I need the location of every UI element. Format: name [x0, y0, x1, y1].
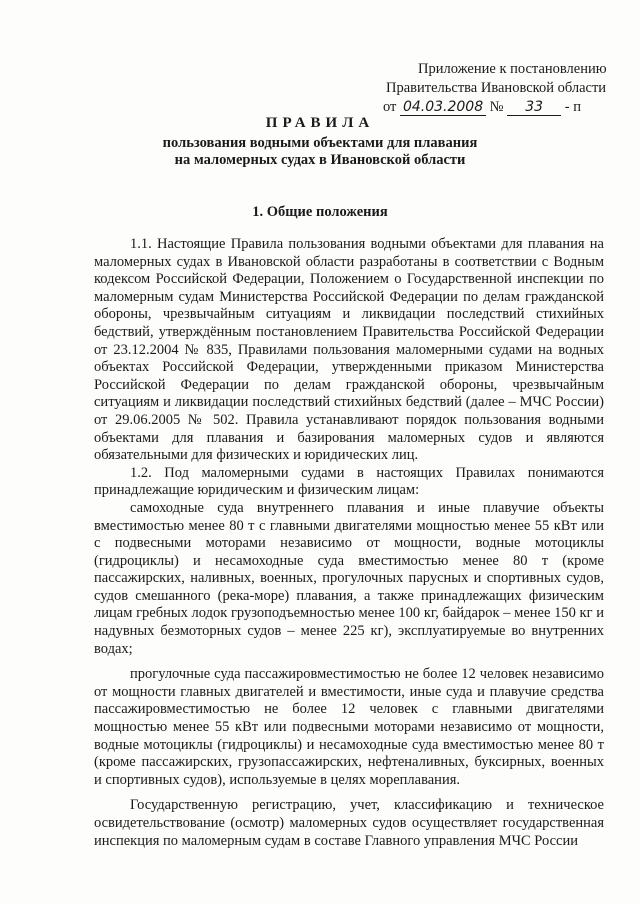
- paragraph-registration: Государственную регистрацию, учет, классификацию и техническое освидетельствование (осмотр) маломерных судов осуществляет государственная инспекция по маломерным судам в составе Главного управления МЧС России: [94, 797, 604, 849]
- document-body: [94, 236, 604, 850]
- number-suffix: - п: [564, 99, 581, 115]
- document-subtitle: [0, 135, 640, 169]
- decree-number: 33: [507, 100, 561, 116]
- section-heading: 1. Общие положения: [252, 204, 388, 220]
- paragraph-pleasure-craft: прогулочные суда пассажировместимостью не более 12 человек независимо от мощности главных двигателей и вместимости, иные суда и плавучие средства пассажировместимостью не более 12 человек с главными двигателями мощностью менее 55 кВт или подвесными моторами независимо от мощности, водные мотоциклы (гидроциклы) и несамоходные суда вместимостью менее 80 т (кроме пассажирских, грузопассажирских, нефтеналивных, буксирных, военных и спортивных судов), используемые в целях мореплавания.: [94, 666, 604, 788]
- appendix-line-2: Правительства Ивановской области: [386, 80, 607, 96]
- decree-date: 04.03.2008: [400, 100, 486, 116]
- document-title: ПРАВИЛА: [265, 115, 375, 131]
- paragraph-self-propelled: самоходные суда внутреннего плавания и иные плавучие объекты вместимостью менее 80 т с главными двигателями мощностью менее 55 кВт или с подвесными моторами независимо от мощности, водные мотоциклы (гидроциклы) и несамоходные суда вместимостью менее 80 т (кроме пассажирских, наливных, военных, прогулочных парусных и спортивных судов, судов смешанного (река-море) плавания, а также принадлежащих физическим лицам гребных лодок грузоподъемностью менее 100 кг, байдарок – менее 150 кг и надувных безмоторных судов – менее 225 кг), эксплуатируемые во внутренних водах;: [94, 499, 604, 657]
- appendix-header: [383, 60, 613, 117]
- appendix-line-1: Приложение к постановлению: [418, 61, 607, 77]
- subtitle-line-2: на маломерных судах в Ивановской области: [174, 152, 466, 168]
- paragraph-1-2: 1.2. Под маломерными судами в настоящих Правилах понимаются принадлежащие юридическим и физическим лицам:: [94, 464, 604, 499]
- from-label: от: [383, 99, 397, 115]
- number-label: №: [489, 99, 504, 115]
- paragraph-1-1: 1.1. Настоящие Правила пользования водными объектами для плавания на маломерных судах в Ивановской области разработаны в соответствии с Водным кодексом Российской Федерации, Положением о Государственной инспекции по маломерным судам Министерства Российской Федерации по делам гражданской обороны, чрезвычайным ситуациям и ликвидации последствий стихийных бедствий, утверждённым постановлением Правительства Российской Федерации от 23.12.2004 № 835, Правилами пользования маломерными судами на водных объектах Российской Федерации, утвержденными приказом Министерства Российской Федерации по делам гражданской обороны, чрезвычайным ситуациям и ликвидации последствий стихийных бедствий (далее – МЧС России) от 29.06.2005 № 502. Правила устанавливают порядок пользования водными объектами для плавания и базирования маломерных судов и являются обязательными для физических и юридических лиц.: [94, 236, 604, 464]
- subtitle-line-1: пользования водными объектами для плавания: [162, 135, 478, 151]
